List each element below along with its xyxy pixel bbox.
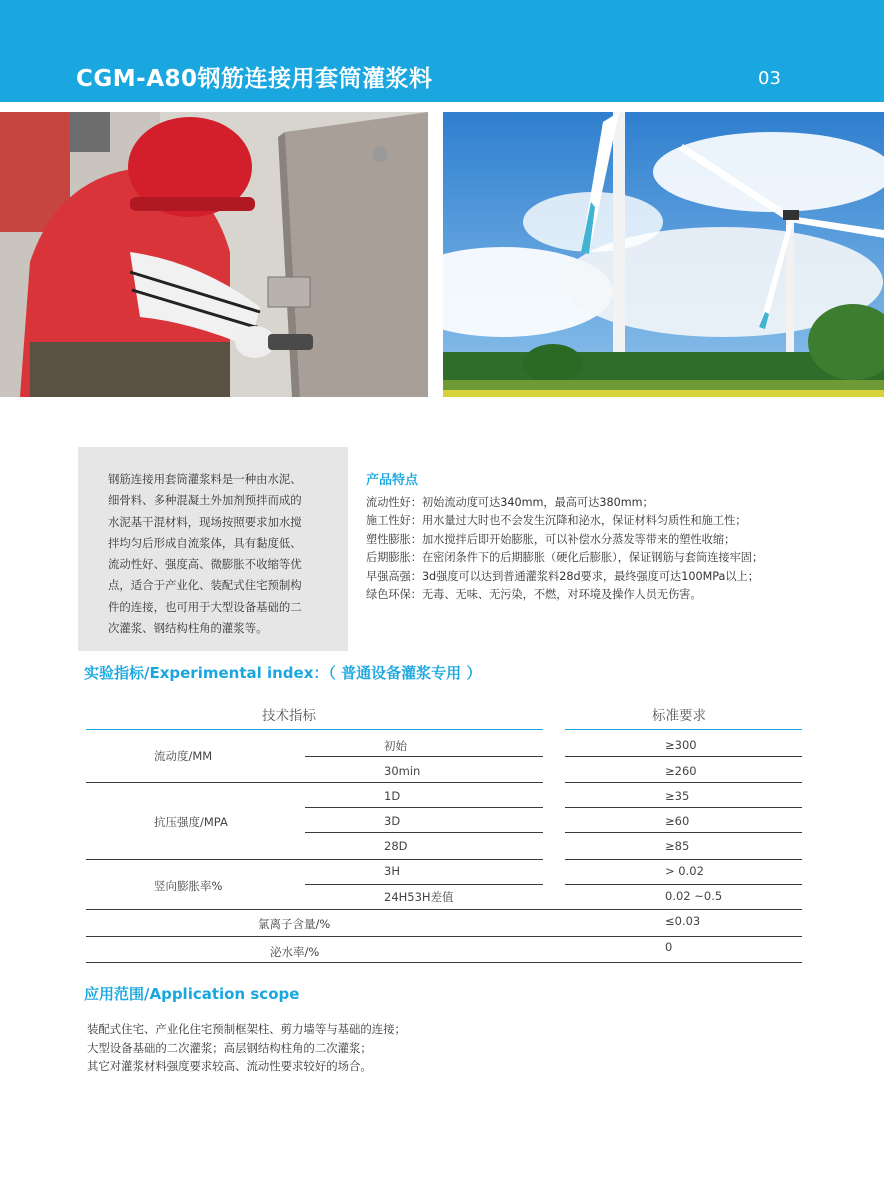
features-title: 产品特点 [366, 473, 419, 488]
feature-item: 绿色环保：无毒、无味、无污染，不燃，对环境及操作人员无伤害。 [366, 588, 702, 602]
group-rule [86, 909, 802, 910]
row-rule [565, 884, 802, 885]
single-row-name: 泌水率/% [270, 945, 320, 959]
experimental-index-table [0, 698, 884, 968]
row-sub-label: 30min [384, 764, 421, 778]
row-rule [305, 756, 543, 757]
group-rule [86, 782, 543, 783]
group-rule [86, 859, 543, 860]
single-row-value: 0 [665, 940, 673, 954]
group-name: 流动度/MM [154, 749, 213, 763]
page-number: 03 [758, 68, 781, 89]
intro-text [108, 469, 326, 639]
table-header-tech: 技术指标 [262, 708, 316, 724]
intro-line: 拌均匀后形成自流浆体，具有黏度低、 [108, 535, 302, 550]
row-value: ≥35 [665, 789, 690, 803]
features-list [366, 494, 763, 604]
row-rule [305, 832, 543, 833]
row-sub-label: 3D [384, 814, 401, 828]
row-value: 0.02 ~0.5 [665, 889, 723, 903]
group-rule [565, 859, 802, 860]
row-sub-label: 24H53H差值 [384, 890, 454, 904]
experimental-section-title: 实验指标/Experimental index：（ 普通设备灌浆专用 ） [84, 664, 482, 682]
application-section-title: 应用范围/Application scope [84, 985, 300, 1003]
wind-turbine-photo [443, 112, 884, 397]
row-rule [565, 832, 802, 833]
row-rule [305, 807, 543, 808]
intro-line: 流动性好、强度高、微膨胀不收缩等优 [108, 557, 302, 572]
row-value: ≥85 [665, 839, 690, 853]
intro-line: 水泥基干混材料，现场按照要求加水搅 [108, 514, 302, 529]
feature-item: 后期膨胀：在密闭条件下的后期膨胀（硬化后膨胀），保证钢筋与套筒连接牢固； [366, 551, 764, 565]
application-line: 其它对灌浆材料强度要求较高、流动性要求较好的场合。 [87, 1059, 372, 1073]
table-header-std: 标准要求 [652, 708, 706, 724]
row-sub-label: 1D [384, 789, 401, 803]
single-row-name: 氯离子含量/% [258, 917, 331, 931]
feature-item: 塑性膨胀：加水搅拌后即开始膨胀，可以补偿水分蒸发等带来的塑性收缩； [366, 532, 736, 546]
row-sub-label: 初始 [384, 739, 407, 753]
application-text [87, 1020, 406, 1076]
row-value: > 0.02 [665, 864, 704, 878]
worker-grouting-photo [0, 112, 428, 397]
feature-item: 流动性好：初始流动度可达340mm，最高可达380mm； [366, 496, 654, 509]
row-rule [305, 884, 543, 885]
intro-line: 细骨料、多种混凝土外加剂预拌而成的 [108, 493, 302, 508]
row-rule [565, 807, 802, 808]
row-sub-label: 3H [384, 864, 400, 878]
feature-item: 早强高强：3d强度可以达到普通灌浆料28d要求，最终强度可达100MPa以上； [366, 569, 759, 583]
group-rule [565, 782, 802, 783]
header-band [0, 0, 884, 102]
row-value: ≥60 [665, 814, 690, 828]
group-name: 竖向膨胀率% [154, 879, 223, 893]
intro-line: 件的连接，也可用于大型设备基础的二 [108, 599, 302, 614]
group-rule [86, 936, 802, 937]
intro-line: 次灌浆、钢结构柱角的灌浆等。 [108, 621, 268, 636]
row-sub-label: 28D [384, 839, 408, 853]
intro-line: 钢筋连接用套筒灌浆料是一种由水泥、 [108, 472, 302, 486]
table-header-rule [86, 729, 543, 730]
intro-line: 点，适合于产业化、装配式住宅预制构 [108, 578, 302, 593]
single-row-value: ≤0.03 [665, 914, 701, 928]
application-line: 大型设备基础的二次灌浆；高层钢结构柱角的二次灌浆； [87, 1040, 372, 1055]
group-name: 抗压强度/MPA [154, 815, 228, 829]
row-value: ≥300 [665, 738, 697, 752]
intro-box [78, 447, 348, 651]
application-line: 装配式住宅、产业化住宅预制框架柱、剪力墙等与基础的连接； [87, 1022, 406, 1036]
table-bottom-rule [86, 962, 802, 963]
feature-item: 施工性好：用水量过大时也不会发生沉降和泌水，保证材料匀质性和施工性； [366, 514, 747, 528]
row-value: ≥260 [665, 764, 697, 778]
row-rule [565, 756, 802, 757]
table-header-rule [565, 729, 802, 730]
page-title: CGM-A80钢筋连接用套筒灌浆料 [76, 66, 433, 92]
